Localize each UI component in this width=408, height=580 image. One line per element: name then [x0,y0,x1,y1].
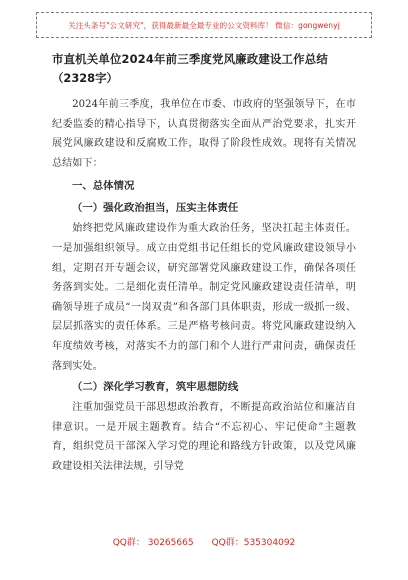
document-body [52,50,356,477]
qq-group-2: QQ群：535304092 [211,537,296,548]
section-heading-overview: 一、总体情况 [72,180,135,193]
document-title: 市直机关单位2024年前三季度党风廉政建设工作总结 [52,52,328,66]
education-paragraph: 注重加强党员干部思想政治教育，不断提高政治站位和廉洁自律意识。一是开展主题教育。结合“不忘初心、牢记使命”主题教育，组织党员干部深入学习党的理论和路线方针政策，以及党风廉政建设相关法律法规，引导党 [52,402,356,472]
promo-banner-text: 关注头条号"公文研究"，获得最新最全最专业的公文资料库！ 微信：gongwenyj [68,20,340,30]
subsection-heading-education: （二）深化学习教育，筑牢思想防线 [72,381,239,394]
qq-group-1: QQ群： 30265665 [112,537,194,548]
responsibility-paragraph: 始终把党风廉政建设作为重大政治任务，坚决扛起主体责任。一是加强组织领导。成立由党组书记任组长的党风廉政建设领导小组，定期召开专题会议，研究部署党风廉政建设工作，确保各项任务落到实处。二是细化责任清单。制定党风廉政建设责任清单，明确领导班子成员“一岗双责”和各部门具体职责，形成一级抓一级、层层抓落实的责任体系。三是严格考核问责。将党风廉政建设纳入年度绩效考核，对落实不力的部门和个人进行严肃问责，确保责任落到实处。 [52,223,356,372]
intro-paragraph: 2024年前三季度，我单位在市委、市政府的坚强领导下，在市纪委监委的精心指导下，认真贯彻落实全面从严治党要求，扎实开展党风廉政建设和反腐败工作，取得了阶段性成效。现将有关情况总结如下： [52,99,356,169]
contact-footer [36,530,372,552]
word-count: （2328字） [52,71,118,85]
subsection-heading-responsibility: （一）强化政治担当，压实主体责任 [72,202,239,215]
promo-banner [36,12,372,38]
